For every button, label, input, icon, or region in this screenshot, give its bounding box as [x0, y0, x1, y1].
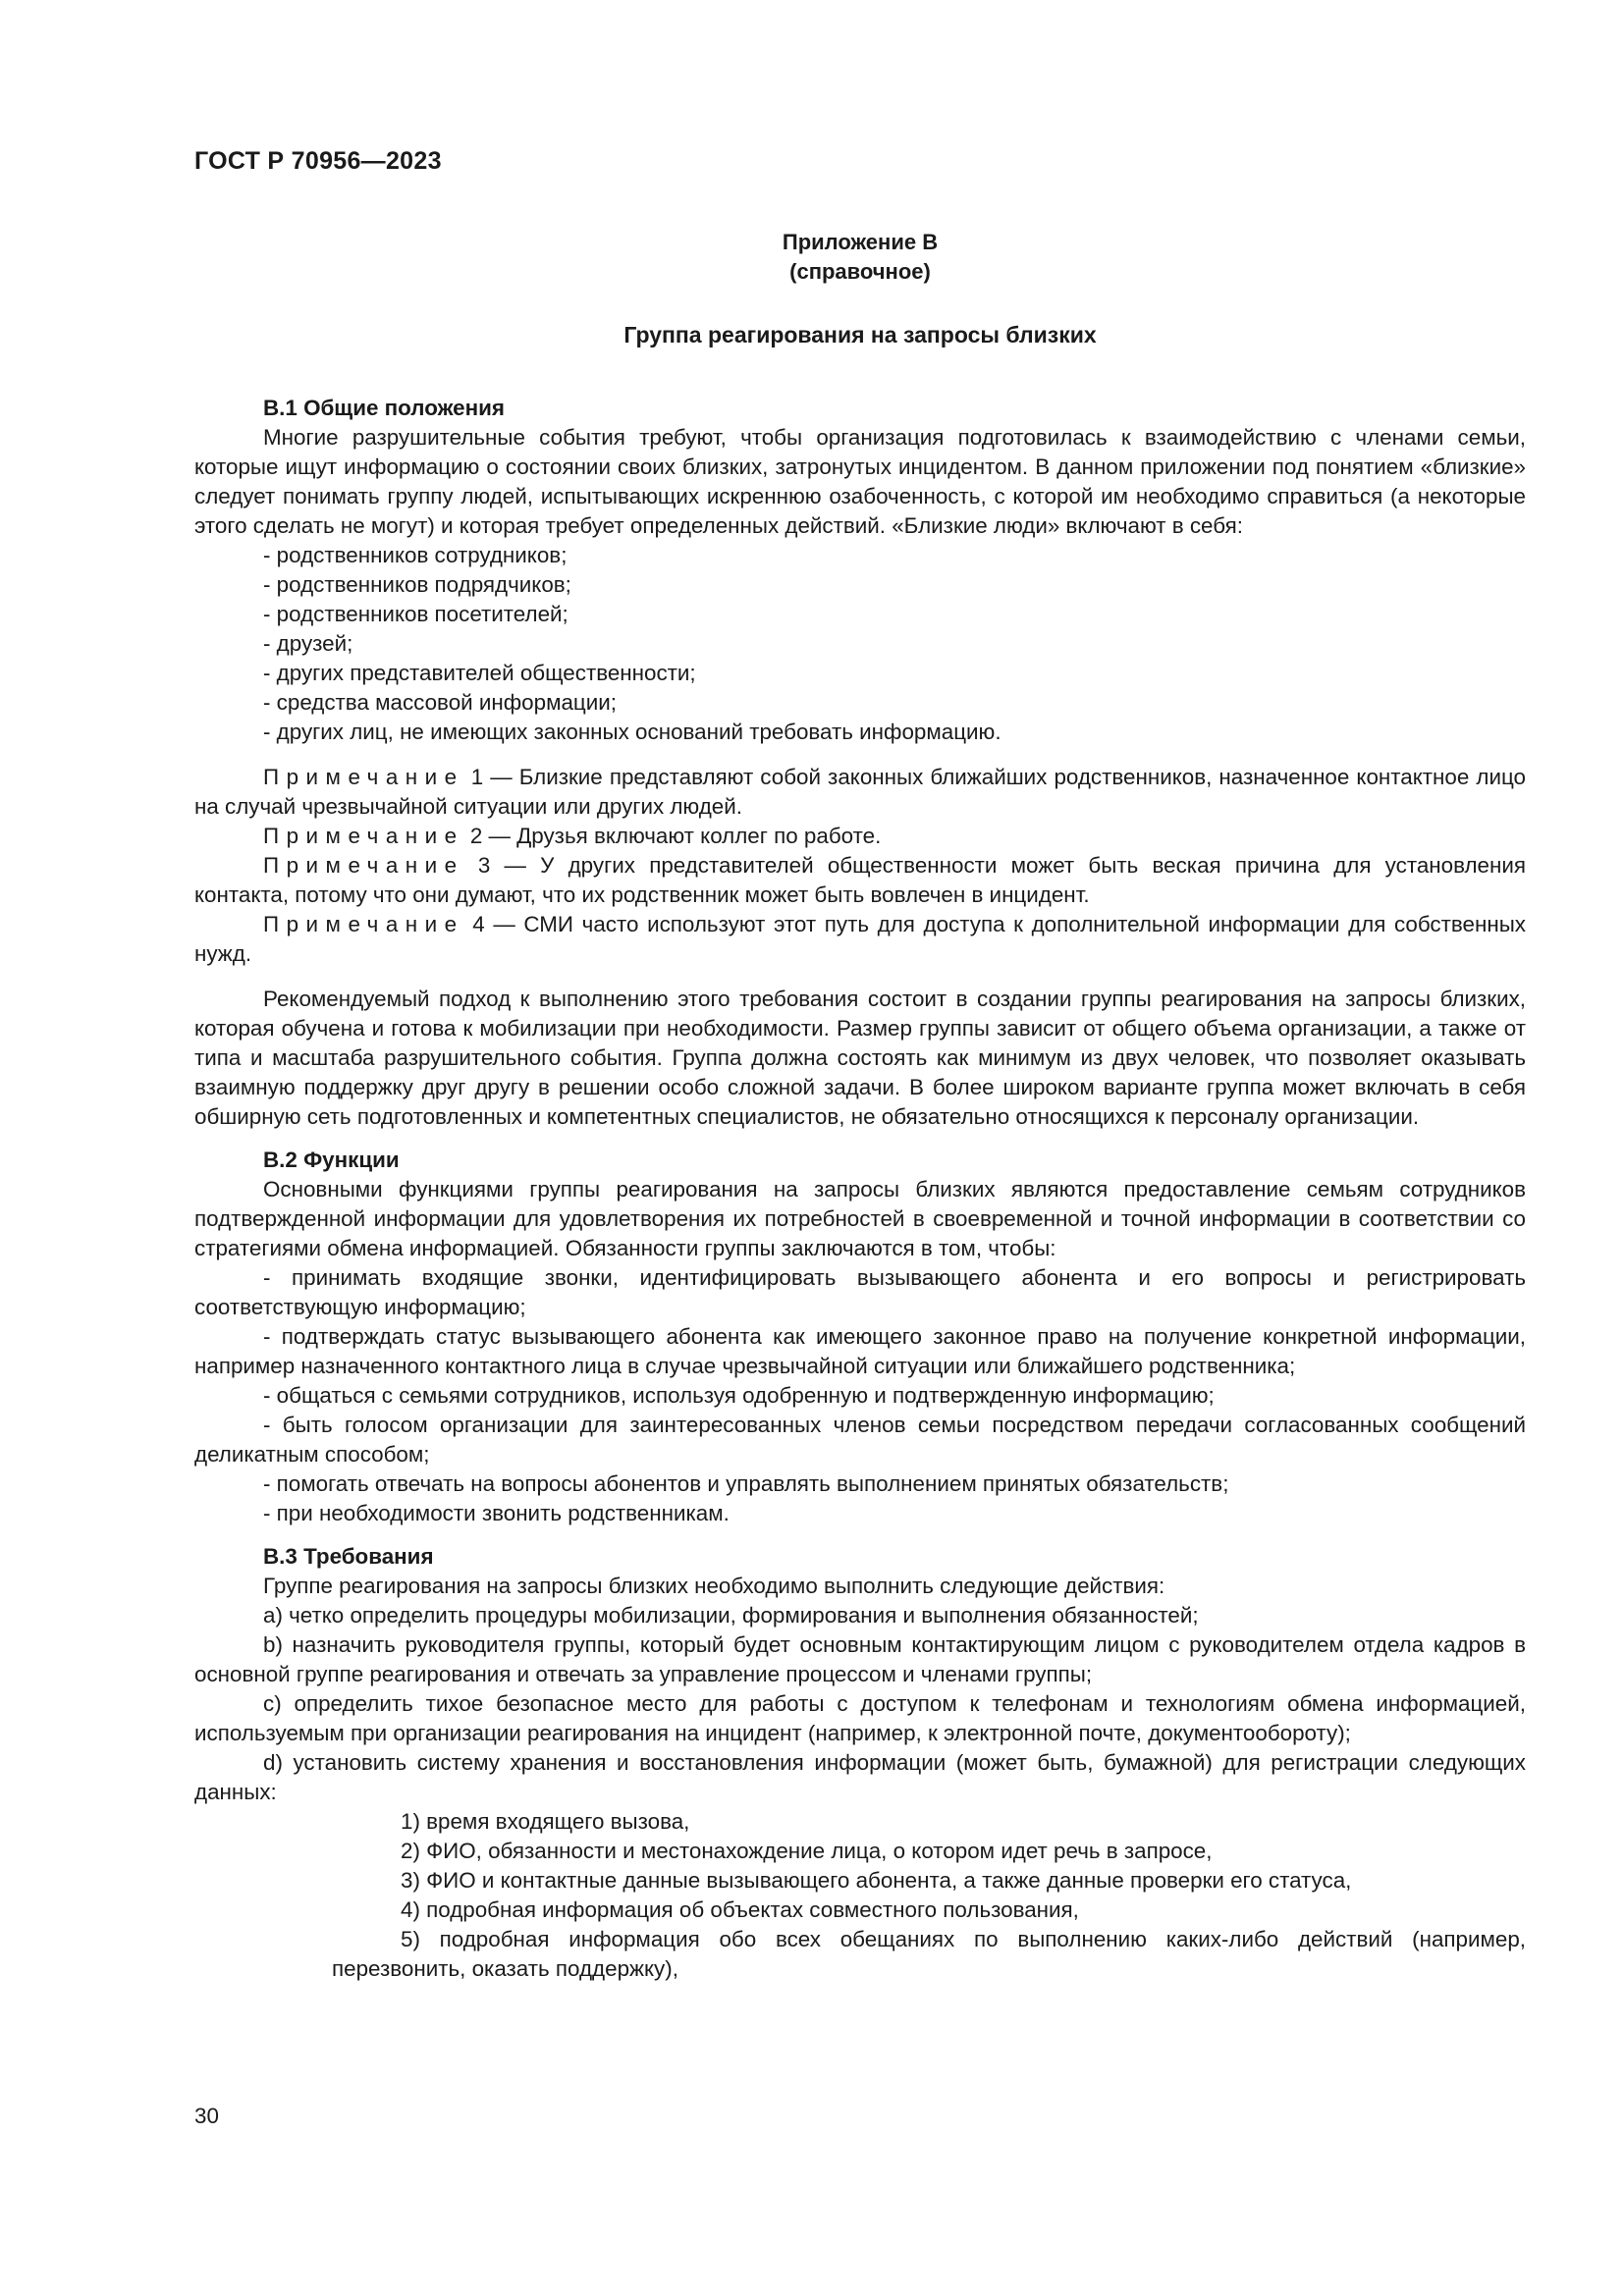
list-b2 — [194, 1263, 1526, 1528]
document-page — [194, 0, 1526, 2296]
list-item: - общаться с семьями сотрудников, используя одобренную и подтвержденную информацию; — [263, 1383, 1215, 1408]
note-label: Примечание — [263, 765, 464, 789]
appendix-type: (справочное) — [789, 259, 931, 284]
list-item: с) определить тихое безопасное место для работы с доступом к телефонам и технологиям обмена информацией, используемым при организации реагирования на инцидент (например, к электронной почте, документообороту); — [194, 1691, 1526, 1745]
list-item: - родственников сотрудников; — [263, 543, 568, 567]
paragraph-b2-intro: Основными функциями группы реагирования на запросы близких являются предоставление семьям сотрудников подтвержденной информации для удовлетворения их потребностей в своевременной и точной информации в соответствии со стратегиями обмена информацией. Обязанности группы заключаются в том, чтобы: — [194, 1177, 1526, 1260]
paragraph-b1-recommendation: Рекомендуемый подход к выполнению этого требования состоит в создании группы реагирования на запросы близких, которая обучена и готова к мобилизации при необходимости. Размер группы зависит от общего объема организации, а также от типа и масштаба разрушительного события. Группа должна состоять как минимум из двух человек, что позволяет оказывать взаимную поддержку друг другу в решении особо сложной задачи. В более широком варианте группа может включать в себя обширную сеть подготовленных и компетентных специалистов, не обязательно относящихся к персоналу организации. — [194, 987, 1526, 1129]
list-item: - друзей; — [263, 631, 353, 656]
list-b1 — [194, 541, 1526, 747]
page-number: 30 — [194, 2104, 219, 2128]
notes-block — [194, 763, 1526, 969]
list-item: - средства массовой информации; — [263, 690, 617, 715]
note-label: Примечание — [263, 824, 464, 848]
list-item: а) четко определить процедуры мобилизации, формирования и выполнения обязанностей; — [263, 1603, 1199, 1628]
numbered-item: 2) ФИО, обязанности и местонахождение лица, о котором идет речь в запросе, — [401, 1839, 1213, 1863]
list-item: d) установить систему хранения и восстановления информации (может быть, бумажной) для регистрации следующих данных: — [194, 1750, 1526, 1804]
section-heading-b1: В.1 Общие положения — [263, 396, 505, 420]
note-text: 3 — У других представителей общественности может быть веская причина для установления контакта, потому что они думают, что их родственник может быть вовлечен в инцидент. — [194, 853, 1526, 907]
paragraph-b1-intro: Многие разрушительные события требуют, чтобы организация подготовилась к взаимодействию с членами семьи, которые ищут информацию о состоянии своих близких, затронутых инцидентом. В данном приложении под понятием «близкие» следует понимать группу людей, испытывающих искреннюю озабоченность, с которой им необходимо справиться (а некоторые этого сделать не могут) и которая требует определенных действий. «Близкие люди» включают в себя: — [194, 425, 1526, 538]
list-item: - принимать входящие звонки, идентифицировать вызывающего абонента и его вопросы и регистрировать соответствующую информацию; — [194, 1265, 1526, 1319]
list-item: - других лиц, не имеющих законных оснований требовать информацию. — [263, 720, 1001, 744]
note-3 — [194, 851, 1526, 910]
appendix-title: Группа реагирования на запросы близких — [623, 322, 1097, 347]
list-item: - помогать отвечать на вопросы абонентов и управлять выполнением принятых обязательств; — [263, 1471, 1229, 1496]
note-label: Примечание — [263, 912, 464, 936]
list-item: b) назначить руководителя группы, который будет основным контактирующим лицом с руководителем отдела кадров в основной группе реагирования и отвечать за управление процессом и членами группы; — [194, 1632, 1526, 1686]
list-item: - родственников подрядчиков; — [263, 572, 571, 597]
numbered-item: 3) ФИО и контактные данные вызывающего абонента, а также данные проверки его статуса, — [401, 1868, 1352, 1893]
note-text: 1 — Близкие представляют собой законных ближайших родственников, назначенное контактное лицо на случай чрезвычайной ситуации или других людей. — [194, 765, 1526, 819]
list-item: - быть голосом организации для заинтересованных членов семьи посредством передачи согласованных сообщений деликатным способом; — [194, 1413, 1526, 1467]
appendix-label: Приложение В — [782, 230, 939, 254]
list-item: - родственников посетителей; — [263, 602, 568, 626]
appendix-header — [194, 228, 1526, 287]
list-item: - других представителей общественности; — [263, 661, 696, 685]
note-4 — [194, 910, 1526, 969]
list-b3 — [194, 1601, 1526, 1807]
section-heading-b2: В.2 Функции — [263, 1148, 400, 1172]
sublist-b3 — [194, 1807, 1526, 1984]
list-item: - при необходимости звонить родственникам. — [263, 1501, 730, 1525]
document-body — [194, 394, 1526, 1984]
standard-code: ГОСТ Р 70956—2023 — [194, 147, 442, 175]
numbered-item: 1) время входящего вызова, — [401, 1809, 690, 1834]
paragraph-b3-intro: Группе реагирования на запросы близких необходимо выполнить следующие действия: — [263, 1574, 1165, 1598]
list-item: - подтверждать статус вызывающего абонента как имеющего законное право на получение конкретной информации, например назначенного контактного лица в случае чрезвычайной ситуации или ближайшего родственника; — [194, 1324, 1526, 1378]
numbered-item: 5) подробная информация обо всех обещаниях по выполнению каких-либо действий (например, перезвонить, оказать поддержку), — [332, 1927, 1526, 1981]
note-text: 4 — СМИ часто используют этот путь для доступа к дополнительной информации для собственных нужд. — [194, 912, 1526, 966]
note-text: 2 — Друзья включают коллег по работе. — [463, 824, 882, 848]
section-heading-b3: В.3 Требования — [263, 1544, 434, 1569]
note-2 — [194, 822, 1526, 851]
note-label: Примечание — [263, 853, 464, 878]
note-1 — [194, 763, 1526, 822]
numbered-item: 4) подробная информация об объектах совместного пользования, — [401, 1897, 1079, 1922]
